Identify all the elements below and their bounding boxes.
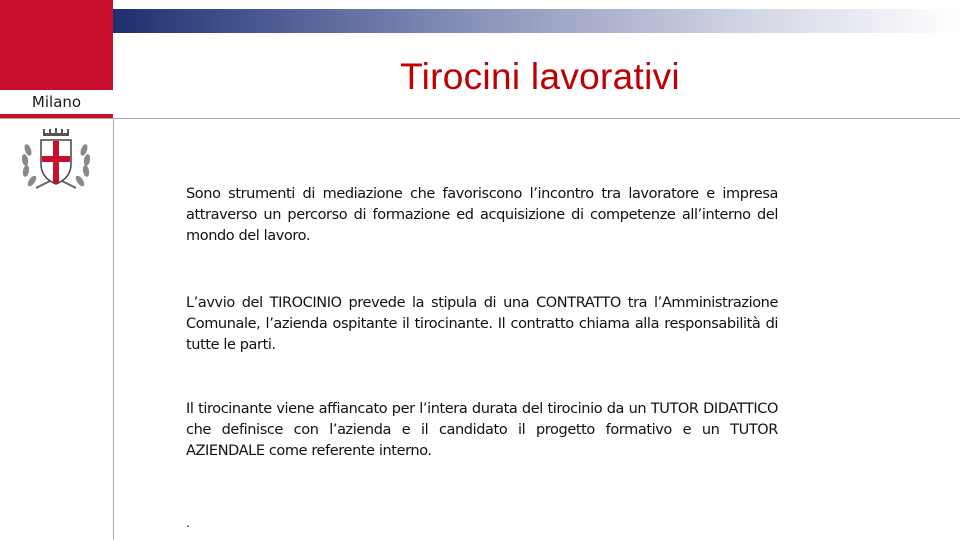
header-gradient-bar — [113, 9, 960, 33]
page-title: Tirocini lavorativi — [400, 56, 680, 97]
trailing-dot: . — [186, 514, 190, 530]
horizontal-divider — [0, 118, 960, 119]
paragraph-intro: Sono strumenti di mediazione che favoriscono l’incontro tra lavoratore e impresa attraverso un percorso di formazione ed acquisizione di competenze all’interno del mondo del lavoro. — [186, 186, 778, 244]
paragraph-contract: L’avvio del TIROCINIO prevede la stipula di una CONTRATTO tra l’Amministrazione Comunale, l’azienda ospitante il tirocinante. Il contratto chiama alla responsabilità di tutte le parti. — [186, 295, 778, 353]
milano-coat-of-arms-icon — [14, 128, 98, 196]
paragraph-tutor: Il tirocinante viene affiancato per l’intera durata del tirocinio da un TUTOR DIDATTICO che definisce con l’azienda e il candidato il progetto formativo e un TUTOR AZIENDALE come referente interno. — [186, 401, 778, 459]
vertical-divider — [113, 118, 114, 540]
city-label: Milano — [0, 90, 113, 114]
